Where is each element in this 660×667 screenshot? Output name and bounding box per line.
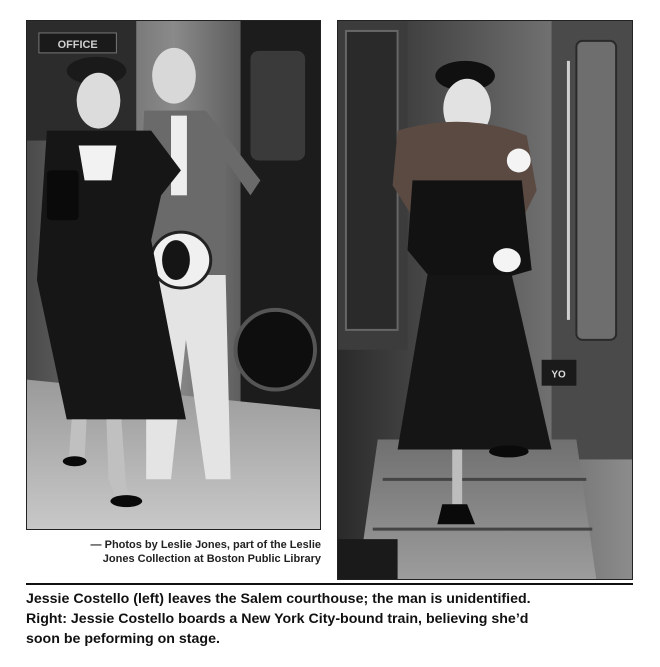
photo-credit-line-1: — Photos by Leslie Jones, part of the Leslie	[90, 539, 321, 551]
office-sign: OFFICE	[57, 38, 98, 51]
train-photo-illustration	[338, 21, 632, 579]
courthouse-photo-illustration	[27, 21, 320, 529]
caption-line-3: soon be peforming on stage.	[26, 631, 220, 647]
train-sign: YO	[551, 369, 566, 381]
caption-divider	[26, 583, 633, 585]
caption-line-2: Right: Jessie Costello boards a New York City-bound train, believing she’d	[26, 611, 529, 627]
photo-credit-line-2: Jones Collection at Boston Public Library	[102, 553, 321, 565]
photo-caption	[26, 589, 646, 649]
photo-courthouse	[26, 20, 321, 530]
photo-train	[337, 20, 633, 580]
caption-line-1: Jessie Costello (left) leaves the Salem courthouse; the man is unidentified.	[26, 591, 531, 607]
photo-credit	[26, 538, 321, 566]
